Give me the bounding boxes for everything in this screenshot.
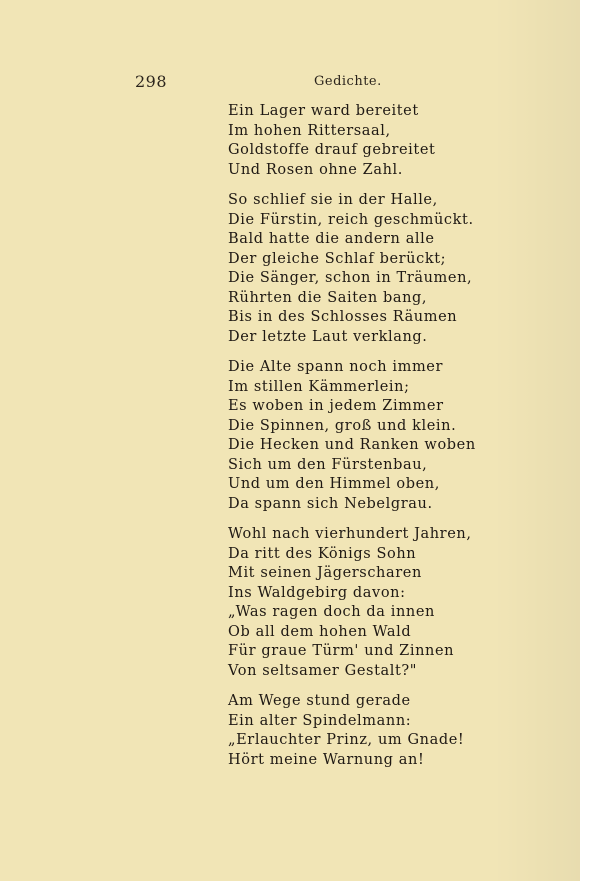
poem-line: Der gleiche Schlaf berückt; [228, 250, 447, 267]
poem-line: Von seltsamer Gestalt?" [228, 662, 418, 679]
page-edge [580, 0, 594, 881]
poem-line: Und um den Himmel oben, [228, 476, 440, 492]
poem-line: Sich um den Fürstenbau, [228, 456, 428, 473]
poem-line: Für graue Türm' und Zinnen [228, 643, 455, 659]
poem-line: Ein alter Spindelmann: [228, 712, 412, 729]
poem-line: Die Sänger, schon in Träumen, [228, 270, 473, 286]
poem-line: Die Alte spann noch immer [228, 359, 444, 375]
poem-line: „Was ragen doch da innen [228, 604, 435, 620]
poem-line: Es woben in jedem Zimmer [228, 398, 444, 414]
poem-line: Goldstoffe drauf gebreitet [228, 142, 436, 158]
poem-line: Der letzte Laut verklang. [228, 328, 428, 345]
running-head: Gedichte. [314, 74, 382, 89]
poem-line: „Erlauchter Prinz, um Gnade! [228, 732, 465, 748]
poem [228, 102, 476, 781]
poem-line: Im hohen Rittersaal, [228, 122, 391, 139]
poem-line: Und Rosen ohne Zahl. [228, 161, 403, 178]
poem-line: Da ritt des Königs Sohn [228, 545, 417, 562]
poem-line: Mit seinen Jägerscharen [228, 565, 422, 581]
poem-line: Bis in des Schlosses Räumen [228, 309, 458, 325]
stanza-1 [228, 102, 476, 180]
page-header [0, 72, 580, 96]
poem-line: Am Wege stund gerade [228, 693, 411, 709]
poem-line: Die Hecken und Ranken woben [228, 437, 476, 453]
stanza-3 [228, 358, 476, 514]
poem-line: Ins Waldgebirg davon: [228, 584, 406, 601]
poem-line: Im stillen Kämmerlein; [228, 378, 410, 395]
poem-line: Rührten die Saiten bang, [228, 289, 428, 306]
poem-line: So schlief sie in der Halle, [228, 192, 438, 208]
poem-line: Die Spinnen, groß und klein. [228, 417, 457, 434]
poem-line: Ein Lager ward bereitet [228, 103, 419, 119]
poem-line: Bald hatte die andern alle [228, 231, 435, 247]
stanza-4 [228, 525, 476, 681]
stanza-2 [228, 191, 476, 347]
page-number: 298 [135, 72, 168, 91]
poem-line: Die Fürstin, reich geschmückt. [228, 211, 474, 228]
poem-line: Wohl nach vierhundert Jahren, [228, 526, 472, 542]
poem-line: Da spann sich Nebelgrau. [228, 495, 433, 512]
poem-line: Ob all dem hohen Wald [228, 623, 412, 640]
poem-line: Hört meine Warnung an! [228, 751, 425, 768]
stanza-5 [228, 692, 476, 770]
